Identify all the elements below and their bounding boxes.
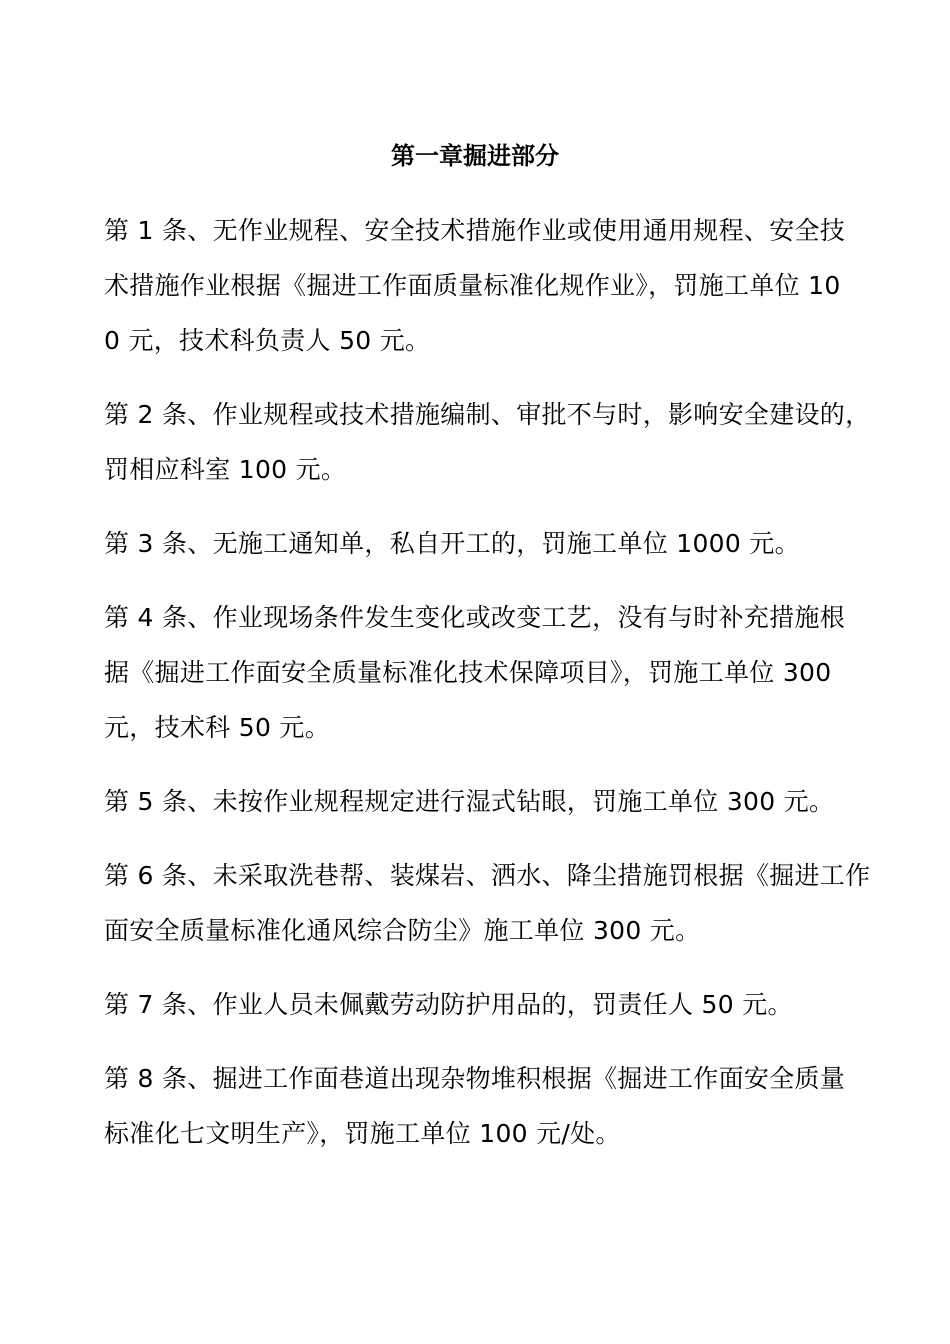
article-2 — [104, 387, 880, 497]
article-6 — [104, 848, 880, 958]
article-line: 第 4 条、作业现场条件发生变化或改变工艺，没有与时补充措施根 — [104, 603, 846, 632]
article-line: 0 元，技术科负责人 50 元。 — [104, 326, 431, 355]
article-line: 罚相应科室 100 元。 — [104, 455, 347, 484]
article-7 — [104, 977, 880, 1032]
article-line: 第 2 条、作业规程或技术措施编制、审批不与时，影响安全建设的， — [104, 400, 871, 429]
article-5 — [104, 774, 880, 829]
article-line: 术措施作业根据《掘进工作面质量标准化规作业》，罚施工单位 10 — [104, 271, 841, 300]
article-line: 第 7 条、作业人员未佩戴劳动防护用品的，罚责任人 50 元。 — [104, 990, 793, 1019]
article-3 — [104, 516, 880, 571]
article-1 — [104, 203, 880, 368]
document-body — [104, 203, 880, 1180]
article-line: 面安全质量标准化通风综合防尘》施工单位 300 元。 — [104, 916, 701, 945]
article-line: 元，技术科 50 元。 — [104, 713, 331, 742]
article-line: 第 3 条、无施工通知单，私自开工的，罚施工单位 1000 元。 — [104, 529, 800, 558]
article-line: 第 6 条、未采取洗巷帮、装煤岩、洒水、降尘措施罚根据《掘进工作 — [104, 861, 871, 890]
article-line: 据《掘进工作面安全质量标准化技术保障项目》，罚施工单位 300 — [104, 658, 832, 687]
article-line: 第 8 条、掘进工作面巷道出现杂物堆积根据《掘进工作面安全质量 — [104, 1064, 846, 1093]
chapter-title: 第一章掘进部分 — [391, 142, 559, 170]
article-8 — [104, 1051, 880, 1161]
article-line: 第 5 条、未按作业规程规定进行湿式钻眼，罚施工单位 300 元。 — [104, 787, 835, 816]
article-line: 标准化七文明生产》，罚施工单位 100 元/处。 — [104, 1119, 621, 1148]
article-4 — [104, 590, 880, 755]
article-line: 第 1 条、无作业规程、安全技术措施作业或使用通用规程、安全技 — [104, 216, 846, 245]
